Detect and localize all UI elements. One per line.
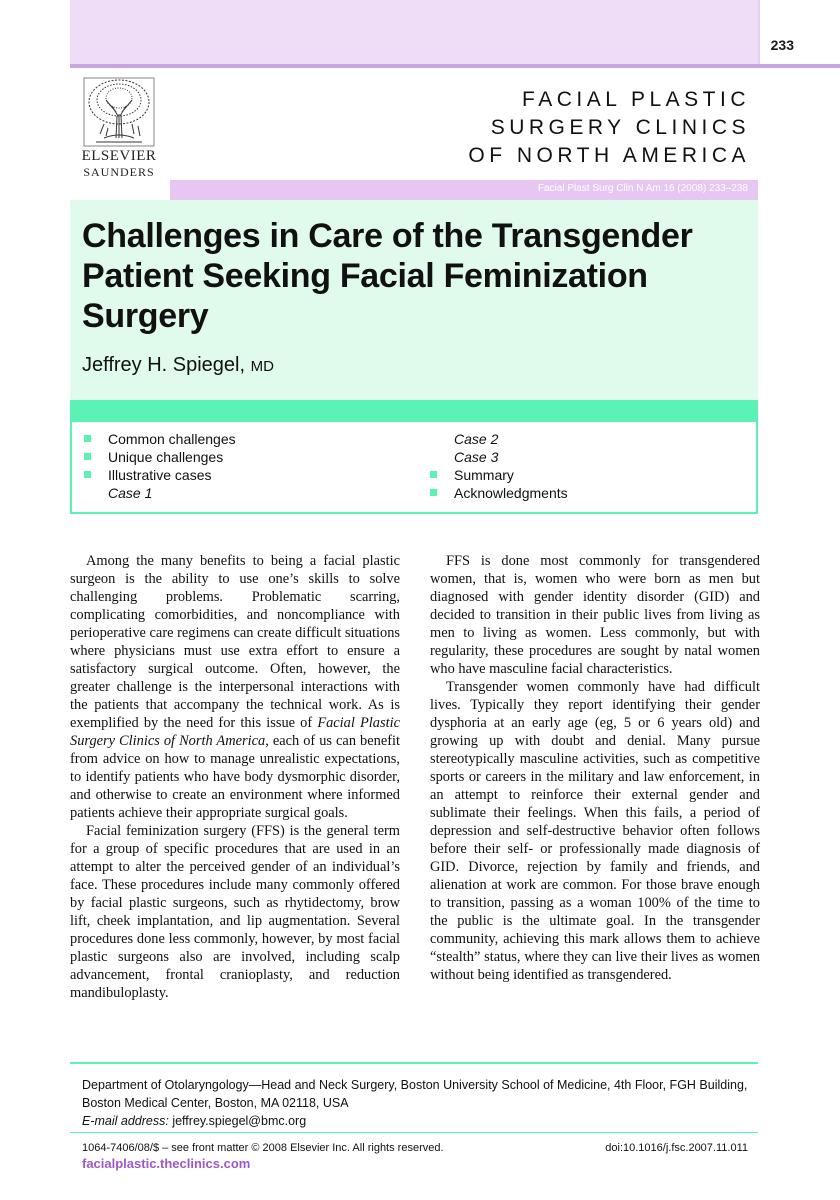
bullet-square-icon	[84, 435, 91, 442]
article-title: Challenges in Care of the Transgender Patient Seeking Facial Feminization Surgery	[82, 217, 693, 335]
affiliation: Department of Otolaryngology—Head and Neck Surgery, Boston University School of Medicine, 4th Floor, FGH Building, Boston Medical Center, Boston, MA 02118, USA	[82, 1078, 748, 1110]
publisher-name: ELSEVIER	[81, 148, 157, 164]
author-affiliation-footnote	[82, 1076, 758, 1130]
bullet-square-icon	[84, 453, 91, 460]
outline-item[interactable]	[428, 430, 568, 448]
body-paragraph: FFS is done most commonly for transgendered women, that is, women who were born as men but diagnosed with gender identity disorder (GID) and decided to transition in their public lives from living as men to living as women. Less commonly, but with regularity, these procedures are sought by natal women who have masculine facial characteristics.	[430, 553, 760, 677]
body-text: , each of us can benefit from advice on how to manage unrealistic expectations, to identify patients who have body dysmorphic disorder, and otherwise to create an environment where informed patients achieve their appropriate surgical goals.	[70, 733, 400, 821]
bullet-square-icon	[430, 489, 437, 496]
outline-column-right	[428, 430, 568, 502]
outline-item-label: Unique challenges	[108, 449, 224, 465]
body-paragraph	[70, 552, 400, 822]
journal-title	[468, 86, 750, 170]
email-label: E-mail address:	[82, 1114, 169, 1128]
outline-item-label: Illustrative cases	[108, 467, 212, 483]
outline-item[interactable]	[82, 484, 236, 502]
outline-item[interactable]	[428, 448, 568, 466]
bullet-square-icon	[430, 471, 437, 478]
footer-rule	[70, 1132, 758, 1133]
body-text: Among the many benefits to being a facial plastic surgeon is the ability to use one’s skills to solve challenging problems. Problematic scarring, complicating comorbidities, and noncompliance with perioperative care regimens can create difficult situations where physicians must use extra effort to ensure a satisfactory surgical outcome. Often, however, the greater challenge is the interpersonal interactions with the patients that accompany the technical work. As is exemplified by the need for this issue of	[70, 553, 400, 731]
outline-item-label: Summary	[454, 467, 514, 483]
doi[interactable]: doi:10.1016/j.fsc.2007.11.011	[605, 1142, 748, 1154]
journal-title-line: FACIAL PLASTIC	[522, 88, 750, 111]
body-paragraph: Facial feminization surgery (FFS) is the general term for a group of specific procedures that are used in an attempt to alter the perceived gender of an individual’s face. These procedures include many commonly offered by facial plastic surgeons, such as rhytidectomy, brow lift, cheek implantation, and lip augmentation. Several procedures done less commonly, however, by most facial plastic surgeons also are involved, including scalp advancement, frontal cranioplasty, and reduction mandibuloplasty.	[70, 823, 400, 1001]
elsevier-tree-icon	[82, 76, 156, 148]
outline-item-label: Case 1	[108, 485, 153, 501]
outline-item-label: Case 3	[454, 449, 499, 465]
email-address[interactable]: jeffrey.spiegel@bmc.org	[172, 1114, 307, 1128]
body-paragraph: Transgender women commonly have had difficult lives. Typically they report identifying their gender dysphoria at an early age (eg, 5 or 6 years old) and growing up with doubt and denial. Many pursue stereotypically masculine activities, such as competitive sports or careers in the military and law enforcement, in an attempt to reinforce their external gender and sublimate their feelings. When this fails, a period of depression and self-destructive behavior often follows before their self- or professionally made diagnosis of GID. Divorce, rejection by family and friends, and alienation at work are common. For those brave enough to transition, passing as a woman 100% of the time to the public is the ultimate goal. In the transgender community, achieving this mark allows them to achieve “stealth” status, where they can live their lives as women without being identified as transgendered.	[430, 679, 760, 983]
outline-header-bar	[72, 402, 756, 422]
page-number: 233	[770, 37, 794, 53]
body-column-left	[70, 552, 400, 1002]
title-block	[70, 200, 758, 400]
author-degree: MD	[250, 358, 274, 375]
article-outline	[70, 400, 758, 514]
outline-item[interactable]	[82, 448, 236, 466]
email-line	[82, 1112, 758, 1130]
outline-item-label: Common challenges	[108, 431, 236, 447]
author-name: Jeffrey H. Spiegel,	[82, 354, 246, 376]
journal-citation: Facial Plast Surg Clin N Am 16 (2008) 233–238	[537, 183, 748, 194]
journal-website-link[interactable]: facialplastic.theclinics.com	[82, 1156, 251, 1171]
page-number-tab	[758, 0, 840, 64]
journal-title-line: OF NORTH AMERICA	[468, 144, 750, 167]
citation-band	[170, 180, 758, 200]
journal-title-line: SURGERY CLINICS	[490, 116, 750, 139]
outline-item-label: Acknowledgments	[454, 485, 568, 501]
header-band	[70, 0, 758, 64]
outline-item[interactable]	[428, 466, 568, 484]
body-column-right	[430, 552, 760, 984]
bullet-square-icon	[84, 471, 91, 478]
footnote-rule	[70, 1062, 758, 1064]
outline-column-left	[82, 430, 236, 502]
imprint-name: SAUNDERS	[83, 165, 155, 179]
author-line	[82, 354, 274, 377]
outline-item[interactable]	[82, 430, 236, 448]
issn-copyright: 1064-7406/08/$ – see front matter © 2008 Elsevier Inc. All rights reserved.	[82, 1142, 444, 1154]
outline-item-label: Case 2	[454, 431, 499, 447]
journal-reference: Facial Plastic Surgery Clinics of North America	[70, 715, 400, 749]
outline-item[interactable]	[428, 484, 568, 502]
outline-item[interactable]	[82, 466, 236, 484]
publisher-logo	[78, 76, 160, 180]
header-rule	[70, 64, 840, 68]
